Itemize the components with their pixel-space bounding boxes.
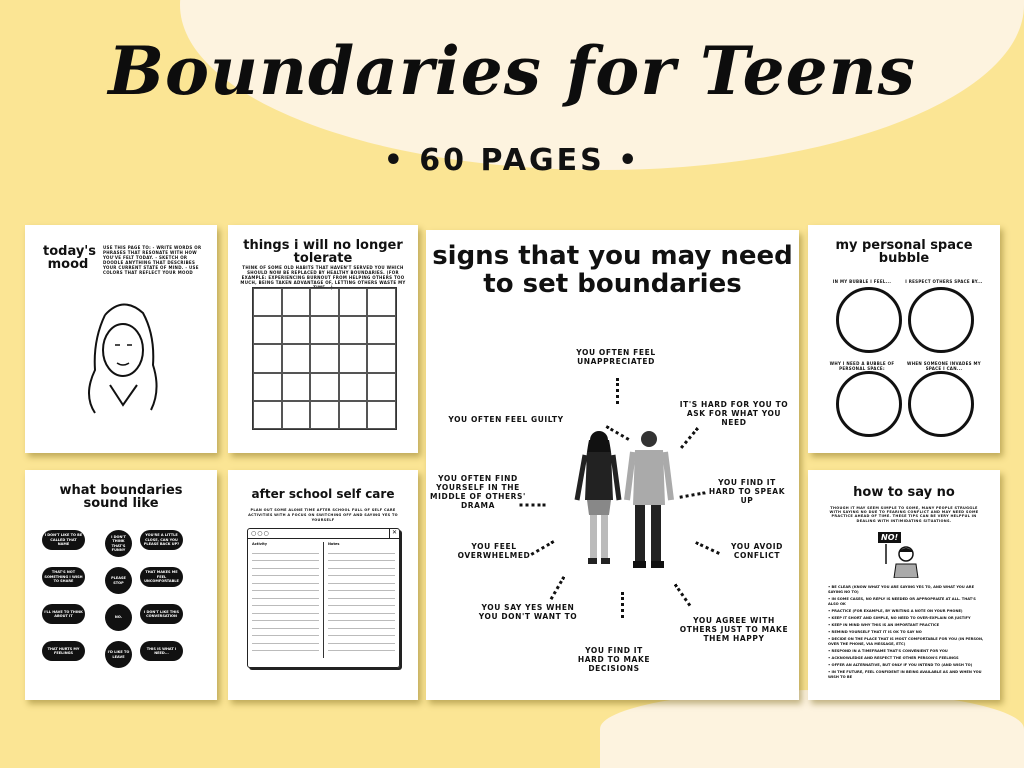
speech-bubble: YOU'RE A LITTLE CLOSE, CAN YOU PLEASE BACK UP? [140, 530, 183, 550]
tip-item: • REMIND YOURSELF THAT IT IS OK TO SAY NO [828, 630, 922, 634]
notes-column [324, 542, 395, 658]
circle-area [836, 287, 902, 353]
dotted-connector [695, 541, 720, 555]
tip-item: • ACKNOWLEDGE AND RESPECT THE OTHER PERSON'S FEELINGS [828, 656, 959, 660]
speech-bubble: I DON'T LIKE TO BE CALLED THAT NAME [42, 530, 85, 550]
writing-line [328, 613, 395, 614]
habit-grid [252, 287, 397, 430]
dotted-connector [621, 592, 624, 618]
writing-line [252, 650, 319, 651]
speech-bubble: I DON'T LIKE THIS CONVERSATION [140, 604, 183, 624]
page-how-to-say-no [808, 470, 1000, 700]
speech-bubble: NO. [105, 604, 132, 631]
sign-item: YOU FEEL OVERWHELMED [457, 542, 531, 560]
page-title: signs that you may need to set boundaries [432, 241, 793, 299]
page-title: my personal space bubble [835, 238, 973, 266]
window-titlebar [248, 529, 399, 539]
tip-item: • KEEP IT SHORT AND SIMPLE, NO NEED TO OVER-EXPLAIN OR JUSTIFY [828, 616, 971, 620]
page-todays-mood [25, 225, 217, 453]
background-blob [600, 690, 1024, 768]
sign-item: YOU OFTEN FEEL UNAPPRECIATED [576, 348, 656, 366]
no-sign: NO! [878, 532, 901, 543]
page-no-longer-tolerate [228, 225, 418, 453]
planner-window [247, 528, 400, 668]
speech-bubble: I'D LIKE TO LEAVE [105, 641, 132, 668]
planner-columns [248, 539, 399, 661]
speech-bubble: THAT HURTS MY FEELINGS [42, 641, 85, 661]
page-signs-set-boundaries [426, 230, 799, 700]
writing-line [252, 643, 319, 644]
speech-bubble: I'LL HAVE TO THINK ABOUT IT [42, 604, 85, 624]
page-title: today's mood [43, 244, 97, 272]
speech-bubble: I DON'T THINK THAT'S FUNNY [105, 530, 132, 557]
tip-item: • PRACTICE (FOR EXAMPLE, BY WRITING A NOTE ON YOUR PHONE) [828, 609, 963, 613]
girl-portrait-illustration [75, 295, 170, 420]
writing-line [328, 575, 395, 576]
tips-list [828, 585, 986, 682]
writing-line [328, 590, 395, 591]
writing-line [252, 568, 319, 569]
speech-bubble: THAT MAKES ME FEEL UNCOMFORTABLE [140, 567, 183, 587]
page-title: things i will no longer tolerate [243, 238, 403, 266]
page-intro: THOUGH IT MAY SEEM SIMPLE TO SOME, MANY PEOPLE STRUGGLE WITH SAYING NO DUE TO FEARING CONFLICT AND MAY NEED SOME PRACTICE AHEAD OF TIME. THESE TIPS CAN BE VERY HELPFUL IN DEALING WITH INTIMIDATING SITUATIONS. [829, 506, 979, 523]
circle-area [908, 371, 974, 437]
column-header: Notes [328, 542, 340, 546]
circle-area [908, 287, 974, 353]
tip-item: • IN SOME CASES, NO REPLY IS NEEDED OR APPROPRIATE AT ALL. THAT'S ALSO OK [828, 597, 976, 606]
window-dots-icon: ○○○ [251, 530, 270, 537]
sign-item: YOU FIND IT HARD TO MAKE DECISIONS [577, 646, 651, 673]
prompt-label: WHY I NEED A BUBBLE OF PERSONAL SPACE: [829, 361, 895, 371]
writing-line [328, 553, 395, 554]
writing-line [328, 598, 395, 599]
writing-line [328, 628, 395, 629]
tip-item: • BE CLEAR (KNOW WHAT YOU ARE SAYING YES TO, AND WHAT YOU ARE SAYING NO TO) [828, 585, 975, 594]
writing-line [252, 590, 319, 591]
page-title: after school self care [251, 487, 395, 501]
page-instructions: PLAN OUT SOME ALONE TIME AFTER SCHOOL FULL OF SELF CARE ACTIVITIES WITH A FOCUS ON SWITCHING OFF AND SAYING YES TO YOURSELF [248, 508, 398, 522]
speech-bubble: THAT'S NOT SOMETHING I WISH TO SHARE [42, 567, 85, 587]
sign-item: YOU FIND IT HARD TO SPEAK UP [708, 478, 786, 505]
prompt-label: IN MY BUBBLE I FEEL... [832, 279, 892, 284]
writing-line [252, 560, 319, 561]
dotted-connector [550, 576, 566, 600]
tip-item: • RESPOND IN A TIMEFRAME THAT'S CONVENIENT FOR YOU [828, 649, 948, 653]
writing-line [252, 598, 319, 599]
writing-line [328, 560, 395, 561]
page-instructions: USE THIS PAGE TO: - WRITE WORDS OR PHRASES THAT RESONATE WITH HOW YOU'VE FELT TODAY. - SKETCH OR DOODLE ANYTHING THAT DESCRIBES YOUR CURRENT STATE OF MIND. - USE COLORS THAT REFLECT YOUR MOOD [103, 245, 202, 275]
writing-line [252, 575, 319, 576]
product-title: Boundaries for Teens [108, 32, 916, 110]
activity-column [252, 542, 324, 658]
writing-line [252, 635, 319, 636]
sign-item: YOU OFTEN FIND YOURSELF IN THE MIDDLE OF OTHERS' DRAMA [430, 474, 526, 510]
writing-line [252, 613, 319, 614]
prompt-label: WHEN SOMEONE INVADES MY SPACE I CAN... [907, 361, 981, 371]
dotted-connector [530, 540, 554, 556]
page-after-school-self-care [228, 470, 418, 700]
tip-item: • IN THE FUTURE, FEEL CONFIDENT IN BEING AVAILABLE AS AND WHEN YOU WISH TO BE [828, 670, 982, 679]
speech-bubble: THIS IS WHAT I NEED... [140, 641, 183, 661]
dotted-connector [520, 504, 546, 507]
sign-item: YOU AVOID CONFLICT [730, 542, 783, 560]
teens-illustration [571, 430, 691, 575]
close-icon: ✕ [389, 529, 399, 538]
sign-item: YOU OFTEN FEEL GUILTY [448, 415, 564, 424]
sign-item: YOU SAY YES WHEN YOU DON'T WANT TO [478, 603, 578, 621]
page-personal-space-bubble [808, 225, 1000, 453]
writing-line [328, 643, 395, 644]
page-title: how to say no [853, 485, 955, 500]
writing-line [328, 635, 395, 636]
tip-item: • KEEP IN MIND WHY THIS IS AN IMPORTANT PRACTICE [828, 623, 940, 627]
writing-line [252, 620, 319, 621]
circle-area [836, 371, 902, 437]
writing-line [328, 650, 395, 651]
writing-line [252, 605, 319, 606]
page-count: • 60 PAGES • [383, 143, 641, 178]
sign-item: IT'S HARD FOR YOU TO ASK FOR WHAT YOU NEED [679, 400, 789, 427]
writing-line [328, 620, 395, 621]
writing-line [328, 605, 395, 606]
dotted-connector [674, 583, 691, 606]
column-header: Activity [252, 542, 268, 546]
dotted-connector [616, 378, 619, 404]
girl-holding-sign-illustration [882, 544, 922, 578]
writing-line [252, 628, 319, 629]
tip-item: • OFFER AN ALTERNATIVE, BUT ONLY IF YOU INTEND TO (AND WISH TO) [828, 663, 973, 667]
tip-item: • DECIDE ON THE PLACE THAT IS MOST COMFORTABLE FOR YOU (IN PERSON, OVER THE PHONE, VIA MESSAGE, ETC) [828, 637, 984, 646]
page-title: what boundaries sound like [59, 483, 183, 511]
writing-line [328, 583, 395, 584]
writing-line [252, 583, 319, 584]
writing-line [252, 553, 319, 554]
sign-item: YOU AGREE WITH OTHERS JUST TO MAKE THEM HAPPY [679, 616, 789, 643]
page-instructions: THINK OF SOME OLD HABITS THAT HAVEN'T SERVED YOU WHICH SHOULD NOW BE REPLACED BY HEALTHY BOUNDARIES. (FOR EXAMPLE: EXPERIENCING BURNOUT FROM HELPING OTHERS TOO MUCH, BEING TAKEN ADVANTAGE OF, LETTING OTHERS WASTE MY TIME...) [240, 265, 406, 290]
writing-line [328, 568, 395, 569]
speech-bubble: PLEASE STOP [105, 567, 132, 594]
prompt-label: I RESPECT OTHERS SPACE BY... [905, 279, 983, 284]
page-boundaries-sound-like [25, 470, 217, 700]
